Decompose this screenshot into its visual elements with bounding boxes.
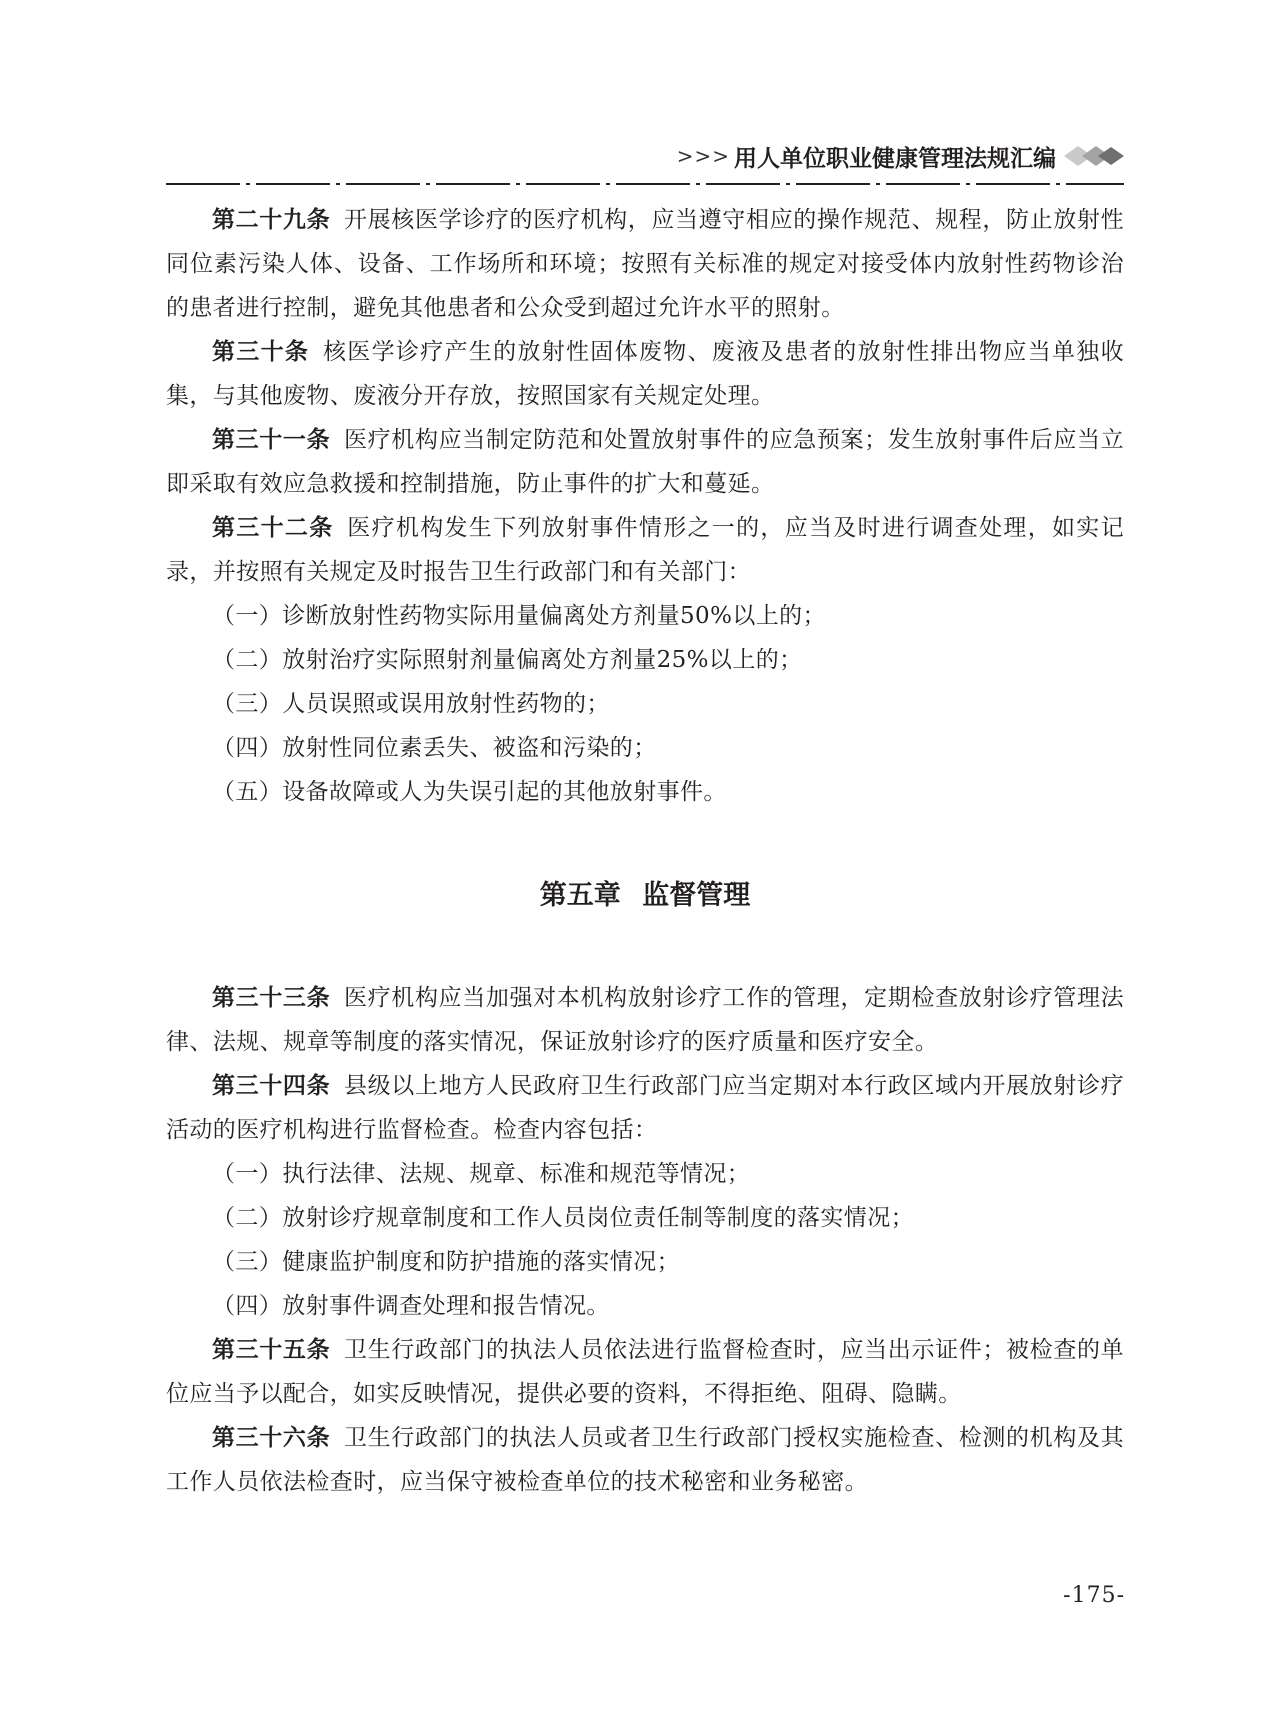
- chapter-title: 监督管理: [642, 880, 751, 911]
- article-text: 县级以上地方人民政府卫生行政部门应当定期对本行政区域内开展放射诊疗活动的医疗机构进行监督检查。检查内容包括：: [166, 1073, 1124, 1143]
- article-label: 第三十二条: [212, 515, 334, 541]
- list-item: （四）放射性同位素丢失、被盗和污染的；: [212, 735, 657, 761]
- article-label: 第三十三条: [212, 985, 331, 1011]
- list-item: （四）放射事件调查处理和报告情况。: [212, 1293, 610, 1319]
- article-text: 医疗机构发生下列放射事件情形之一的，应当及时进行调查处理，如实记录，并按照有关规定及时报告卫生行政部门和有关部门：: [166, 515, 1124, 585]
- page-body: [166, 198, 1124, 1504]
- running-header: [166, 138, 1124, 174]
- article-paragraph: [166, 330, 1124, 418]
- article-paragraph: [166, 1328, 1124, 1416]
- chapter-number: 第五章: [539, 880, 621, 911]
- articles-before-chapter: [166, 198, 1124, 814]
- article-paragraph: [166, 418, 1124, 506]
- chapter-heading: [166, 874, 1124, 918]
- diamond-ornament-icon: [1062, 143, 1124, 169]
- article-label: 第三十四条: [212, 1073, 331, 1099]
- header-title: 用人单位职业健康管理法规汇编: [734, 145, 1056, 172]
- list-item: （三）健康监护制度和防护措施的落实情况；: [212, 1249, 680, 1275]
- article-paragraph: [166, 506, 1124, 594]
- page-number: -175-: [1063, 1583, 1125, 1608]
- article-text: 医疗机构应当加强对本机构放射诊疗工作的管理，定期检查放射诊疗管理法律、法规、规章等制度的落实情况，保证放射诊疗的医疗质量和医疗安全。: [166, 985, 1124, 1055]
- list-item: （二）放射诊疗规章制度和工作人员岗位责任制等制度的落实情况；: [212, 1205, 914, 1231]
- list-item: （三）人员误照或误用放射性药物的；: [212, 691, 610, 717]
- article-paragraph: [166, 198, 1124, 330]
- article-label: 第三十一条: [212, 427, 331, 453]
- article-label: 第三十五条: [212, 1337, 331, 1363]
- article-text: 卫生行政部门的执法人员依法进行监督检查时，应当出示证件；被检查的单位应当予以配合，如实反映情况，提供必要的资料，不得拒绝、阻碍、隐瞒。: [166, 1337, 1124, 1407]
- list-item: （二）放射治疗实际照射剂量偏离处方剂量25%以上的；: [212, 647, 803, 673]
- article-paragraph: [166, 1064, 1124, 1152]
- article-paragraph: [166, 1416, 1124, 1504]
- article-label: 第三十六条: [212, 1425, 331, 1451]
- article-text: 卫生行政部门的执法人员或者卫生行政部门授权实施检查、检测的机构及其工作人员依法检查时，应当保守被检查单位的技术秘密和业务秘密。: [166, 1425, 1124, 1495]
- article-label: 第二十九条: [212, 207, 331, 233]
- header-prefix: >>>: [676, 144, 730, 168]
- list-item: （五）设备故障或人为失误引起的其他放射事件。: [212, 779, 727, 805]
- list-item: （一）诊断放射性药物实际用量偏离处方剂量50%以上的；: [212, 603, 826, 629]
- article-paragraph: [166, 976, 1124, 1064]
- article-text: 核医学诊疗产生的放射性固体废物、废液及患者的放射性排出物应当单独收集，与其他废物、废液分开存放，按照国家有关规定处理。: [166, 339, 1124, 409]
- article-text: 医疗机构应当制定防范和处置放射事件的应急预案；发生放射事件后应当立即采取有效应急救援和控制措施，防止事件的扩大和蔓延。: [166, 427, 1124, 497]
- article-text: 开展核医学诊疗的医疗机构，应当遵守相应的操作规范、规程，防止放射性同位素污染人体、设备、工作场所和环境；按照有关标准的规定对接受体内放射性药物诊治的患者进行控制，避免其他患者和公众受到超过允许水平的照射。: [166, 207, 1124, 321]
- article-label: 第三十条: [212, 339, 310, 365]
- header-divider: [166, 180, 1124, 188]
- articles-after-chapter: [166, 976, 1124, 1504]
- list-item: （一）执行法律、法规、规章、标准和规范等情况；: [212, 1161, 751, 1187]
